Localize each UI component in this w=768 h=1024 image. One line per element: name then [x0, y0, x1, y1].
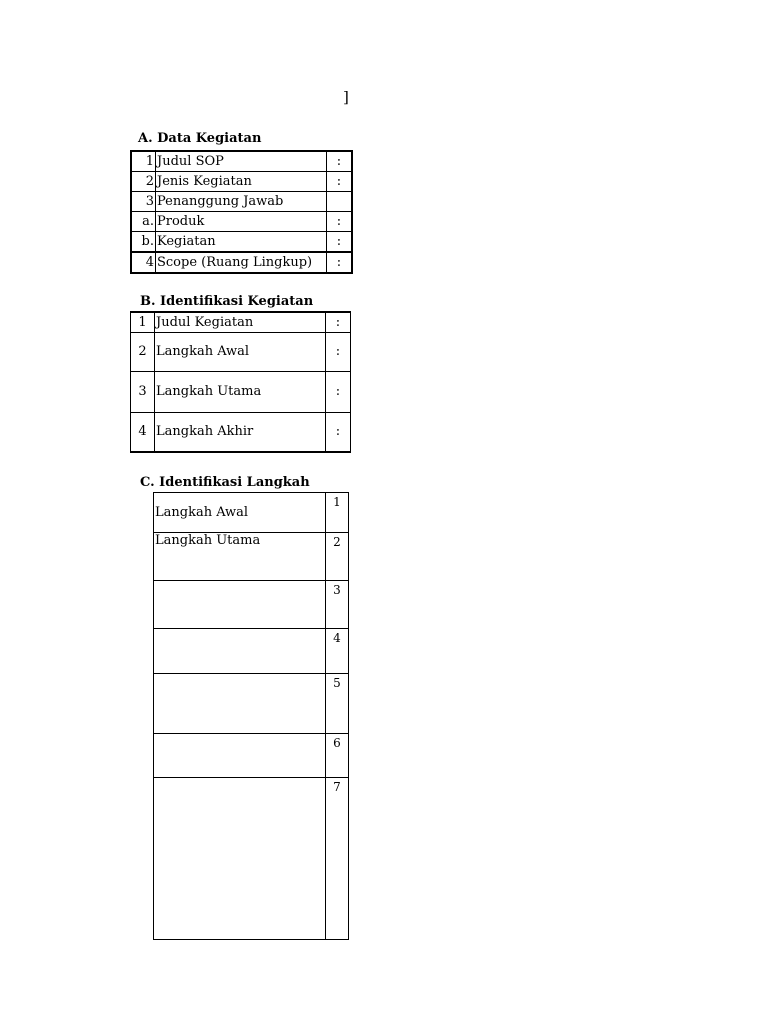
- step-number: 1: [333, 495, 341, 509]
- row-colon: :: [326, 412, 351, 452]
- row-number: 1: [131, 151, 156, 172]
- table-row: [131, 192, 352, 212]
- row-label: Judul SOP: [156, 151, 327, 172]
- table-row: [131, 232, 352, 253]
- row-colon: :: [326, 332, 351, 371]
- step-label: [154, 581, 326, 629]
- row-number: 4: [131, 412, 155, 452]
- table-row: [131, 371, 351, 412]
- row-label: Jenis Kegiatan: [156, 172, 327, 192]
- row-colon: [327, 192, 353, 212]
- row-label: Langkah Akhir: [155, 412, 326, 452]
- step-number: 7: [326, 778, 349, 940]
- row-number: 2: [131, 172, 156, 192]
- table-row: [154, 493, 349, 533]
- table-row: [154, 581, 349, 629]
- row-colon: :: [327, 212, 353, 232]
- table-row: [154, 778, 349, 940]
- row-label: Scope (Ruang Lingkup): [156, 252, 327, 273]
- table-row: [154, 734, 349, 778]
- table-row: [131, 312, 351, 332]
- row-colon: :: [335, 314, 341, 330]
- row-number: 3: [131, 192, 156, 212]
- step-number: 2: [326, 533, 349, 581]
- row-label: Langkah Utama: [155, 371, 326, 412]
- step-label: Langkah Awal: [154, 493, 326, 533]
- section-a-title: A. Data Kegiatan: [138, 131, 262, 146]
- row-label: Langkah Awal: [155, 332, 326, 371]
- row-colon: :: [327, 252, 353, 273]
- step-number: 4: [326, 629, 349, 674]
- table-row: [154, 674, 349, 734]
- table-row: [131, 151, 352, 172]
- row-label: Judul Kegiatan: [155, 312, 326, 332]
- row-colon: :: [336, 154, 342, 169]
- data-kegiatan-table: [130, 150, 353, 274]
- table-row: [131, 172, 352, 192]
- row-label: Penanggung Jawab: [156, 192, 327, 212]
- row-number: 4: [131, 252, 156, 273]
- step-label: [154, 734, 326, 778]
- table-row: [131, 332, 351, 371]
- step-label: [154, 629, 326, 674]
- row-label: Kegiatan: [156, 232, 327, 253]
- table-row: [131, 252, 352, 273]
- row-colon: :: [327, 232, 353, 253]
- step-label: [154, 778, 326, 940]
- section-b-title: B. Identifikasi Kegiatan: [140, 294, 314, 309]
- table-row: [154, 629, 349, 674]
- table-row: [131, 412, 351, 452]
- step-number: 6: [326, 734, 349, 778]
- row-number: b.: [131, 232, 156, 253]
- table-row: [154, 533, 349, 581]
- row-number: a.: [131, 212, 156, 232]
- step-number: 5: [326, 674, 349, 734]
- identifikasi-kegiatan-table: [130, 311, 351, 453]
- step-label: [154, 674, 326, 734]
- row-number: 1: [131, 312, 155, 332]
- row-colon: :: [326, 371, 351, 412]
- header-bracket: ]: [343, 88, 349, 106]
- step-number: 3: [326, 581, 349, 629]
- step-label: Langkah Utama: [154, 533, 326, 581]
- section-c-title: C. Identifikasi Langkah: [140, 475, 310, 490]
- row-label: Produk: [156, 212, 327, 232]
- row-number: 3: [131, 371, 155, 412]
- identifikasi-langkah-table: [153, 492, 349, 940]
- row-colon: :: [327, 172, 353, 192]
- table-row: [131, 212, 352, 232]
- row-number: 2: [131, 332, 155, 371]
